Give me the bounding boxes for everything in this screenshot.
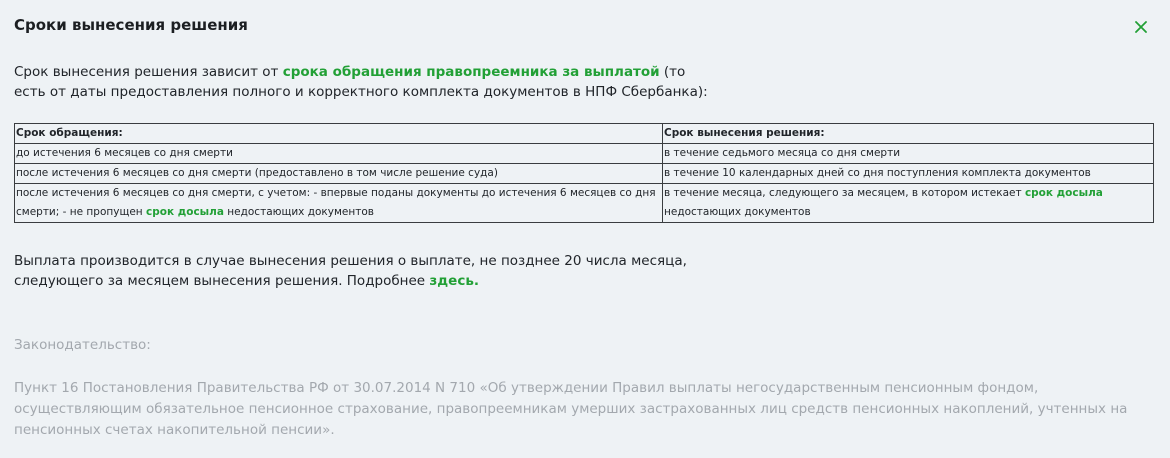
decision-cell: в течение 10 календарных дней со дня поступления комплекта документов xyxy=(663,164,1154,184)
intro-paragraph xyxy=(14,62,714,102)
resubmission-term-link[interactable]: срок досыла xyxy=(1024,187,1103,199)
column-header-appeal: Срок обращения: xyxy=(15,124,663,144)
decision-text: в течение месяца, следующего за месяцем, в котором истекает xyxy=(664,187,1025,199)
close-icon[interactable] xyxy=(1132,18,1150,36)
more-info-link[interactable]: здесь. xyxy=(429,273,479,289)
intro-text-before: Срок вынесения решения зависит от xyxy=(14,64,283,80)
payout-text: Выплата производится в случае вынесения решения о выплате, не позднее 20 числа месяца, следующего за месяцем вынесения решения. Подробнее xyxy=(14,253,687,289)
appeal-text-end: недостающих документов xyxy=(223,206,374,218)
table-row xyxy=(15,164,1154,184)
decision-cell xyxy=(663,184,1154,223)
terms-table xyxy=(14,123,1154,223)
legislation-label: Законодательство: xyxy=(14,337,151,353)
modal-title: Сроки вынесения решения xyxy=(14,16,248,34)
column-header-decision: Срок вынесения решения: xyxy=(663,124,1154,144)
table-row xyxy=(15,184,1154,223)
appeal-cell: до истечения 6 месяцев со дня смерти xyxy=(15,144,663,164)
modal-header xyxy=(14,14,1156,40)
decision-cell: в течение седьмого месяца со дня смерти xyxy=(663,144,1154,164)
appeal-term-link[interactable]: срока обращения правопреемника за выплатой xyxy=(282,64,660,80)
appeal-cell: после истечения 6 месяцев со дня смерти (предоставлено в том числе решение суда) xyxy=(15,164,663,184)
close-button[interactable] xyxy=(1132,18,1150,36)
decision-text-end: недостающих документов xyxy=(664,206,811,218)
payout-paragraph xyxy=(14,251,754,291)
table-header-row xyxy=(15,124,1154,144)
appeal-cell xyxy=(15,184,663,223)
intro-text-after: (то есть от даты предоставления полного и корректного комплекта документов в НПФ Сбербанка): xyxy=(14,64,708,100)
legislation-text: Пункт 16 Постановления Правительства РФ от 30.07.2014 N 710 «Об утверждении Правил выплаты негосударственным пенсионным фондом, осуществляющим обязательное пенсионное страхование, правопреемникам умерших застрахованных лиц средств пенсионных накоплений, учтенных на пенсионных счетах накопительной пенсии». xyxy=(14,380,1128,438)
table-row xyxy=(15,144,1154,164)
resubmission-term-link[interactable]: срок досыла xyxy=(146,206,224,218)
appeal-text: после истечения 6 месяцев со дня смерти, с учетом: - впервые поданы документы до истечения 6 месяцев со дня смерти; - не пропущен xyxy=(16,187,656,218)
